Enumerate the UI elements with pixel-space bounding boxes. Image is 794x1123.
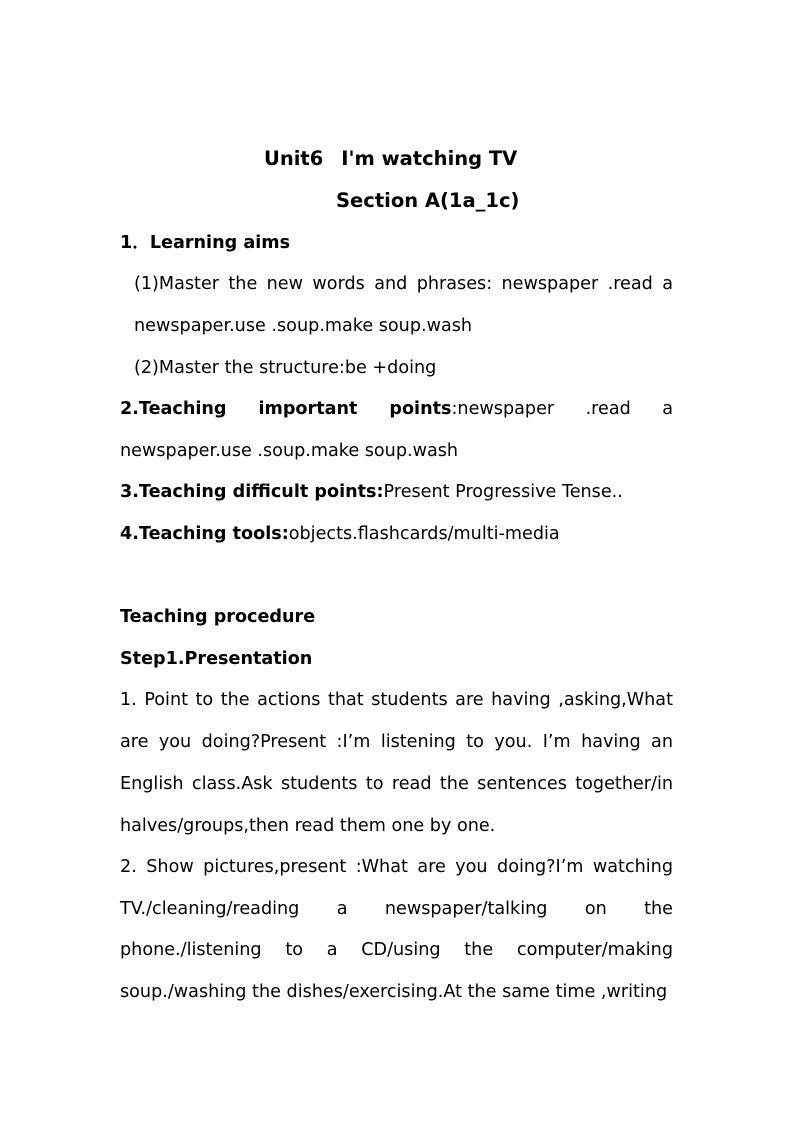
- paragraph1-line3: English class.Ask students to read the sentences together/in: [120, 774, 673, 794]
- important-points-line2: newspaper.use .soup.make soup.wash: [120, 441, 459, 461]
- important-points-value: :newspaper .read a: [451, 399, 673, 419]
- step1-heading: Step1.Presentation: [120, 649, 313, 669]
- important-points-label: 2.Teaching important points: [120, 399, 452, 419]
- aims-item2: (2)Master the structure:be +doing: [134, 358, 437, 378]
- paragraph2-line2: TV./cleaning/reading a newspaper/talking on the: [120, 899, 673, 919]
- paragraph2-line4: soup./washing the dishes/exercising.At the same time ,writing: [120, 982, 668, 1002]
- aims-item1-line2: newspaper.use .soup.make soup.wash: [134, 316, 473, 336]
- paragraph2-line3: phone./listening to a CD/using the computer/making: [120, 940, 673, 960]
- paragraph1-line2: are you doing?Present :I’m listening to you. I’m having an: [120, 732, 673, 752]
- paragraph1-line4: halves/groups,then read them one by one.: [120, 816, 496, 836]
- page-subtitle: Section A(1a_1c): [336, 189, 520, 212]
- teaching-tools-line: [120, 523, 673, 545]
- teaching-tools-label: 4.Teaching tools:: [120, 524, 289, 544]
- important-points-line: [120, 398, 673, 420]
- title-unit: Unit6: [264, 147, 324, 170]
- aims-item1-line1: (1)Master the new words and phrases: newspaper .read a: [134, 274, 673, 294]
- procedure-heading: Teaching procedure: [120, 607, 316, 627]
- difficult-points-label: 3.Teaching difficult points:: [120, 482, 384, 502]
- difficult-points-value: Present Progressive Tense..: [383, 482, 623, 502]
- page-title: [264, 148, 564, 170]
- difficult-points-line: [120, 481, 673, 503]
- learning-aims-heading: 1．Learning aims: [120, 233, 291, 253]
- title-name: I'm watching TV: [341, 147, 518, 170]
- paragraph2-line1: 2. Show pictures,present :What are you doing?I’m watching: [120, 857, 673, 877]
- paragraph1-line1: 1. Point to the actions that students are having ,asking,What: [120, 690, 673, 710]
- teaching-tools-value: objects.flashcards/multi-media: [288, 524, 560, 544]
